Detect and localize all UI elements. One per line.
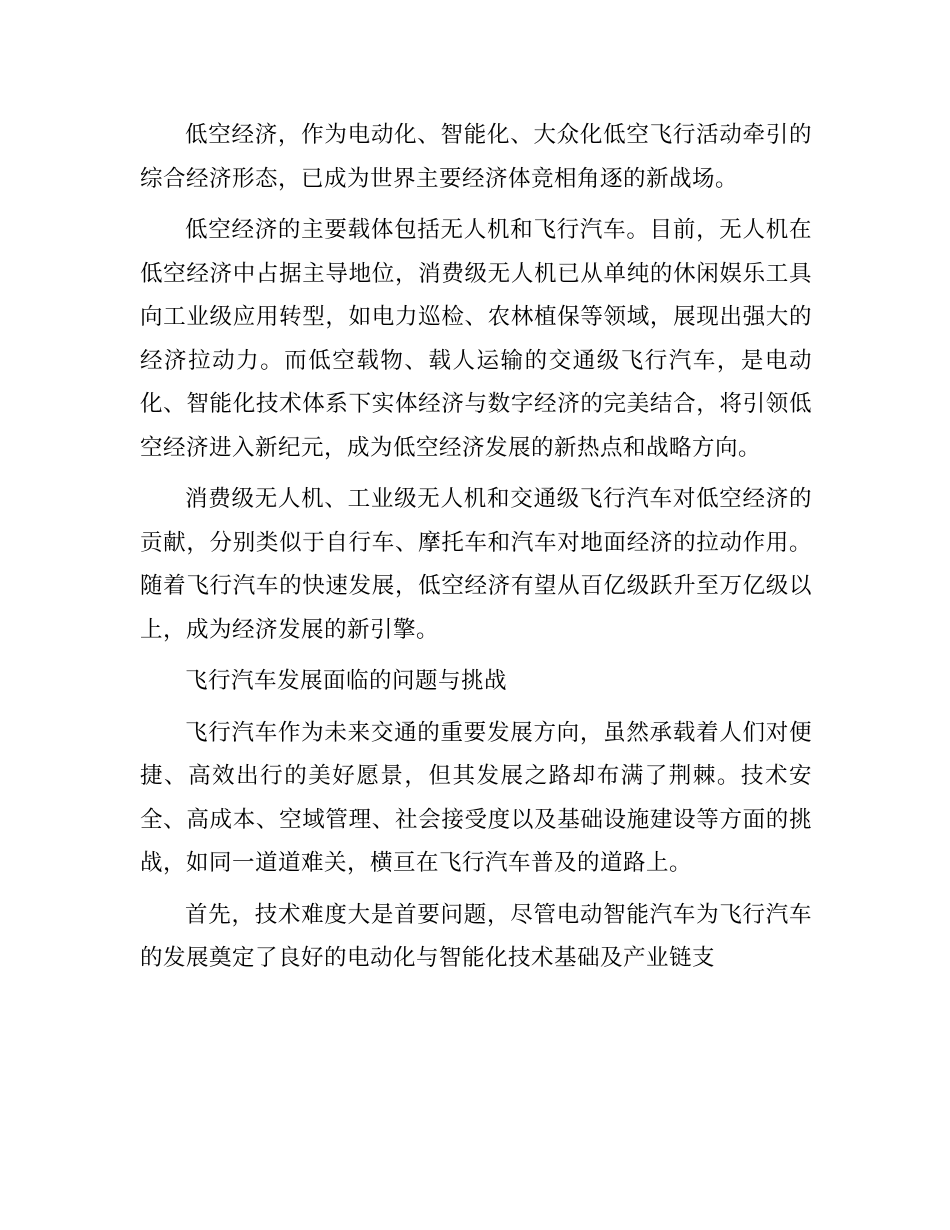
paragraph-contribution: 消费级无人机、工业级无人机和交通级飞行汽车对低空经济的贡献，分别类似于自行车、摩托车和汽车对地面经济的拉动作用。随着飞行汽车的快速发展，低空经济有望从百亿级跃升至万亿级以上，成为经济发展的新引擎。 [140,486,812,643]
paragraph-challenges: 飞行汽车作为未来交通的重要发展方向，虽然承载着人们对便捷、高效出行的美好愿景，但其发展之路却布满了荆棘。技术安全、高成本、空域管理、社会接受度以及基础设施建设等方面的挑战，如同一道道难关，横亘在飞行汽车普及的道路上。 [140,719,812,876]
paragraph-technical-difficulty: 首先，技术难度大是首要问题，尽管电动智能汽车为飞行汽车的发展奠定了良好的电动化与智能化技术基础及产业链支 [140,901,812,971]
paragraph-carriers: 低空经济的主要载体包括无人机和飞行汽车。目前，无人机在低空经济中占据主导地位，消费级无人机已从单纯的休闲娱乐工具向工业级应用转型，如电力巡检、农林植保等领域，展现出强大的经济拉动力。而低空载物、载人运输的交通级飞行汽车，是电动化、智能化技术体系下实体经济与数字经济的完美结合，将引领低空经济进入新纪元，成为低空经济发展的新热点和战略方向。 [140,217,812,461]
paragraph-intro: 低空经济，作为电动化、智能化、大众化低空飞行活动牵引的综合经济形态，已成为世界主要经济体竞相角逐的新战场。 [140,122,812,192]
section-heading: 飞行汽车发展面临的问题与挑战 [185,668,508,694]
document-body [140,114,812,989]
